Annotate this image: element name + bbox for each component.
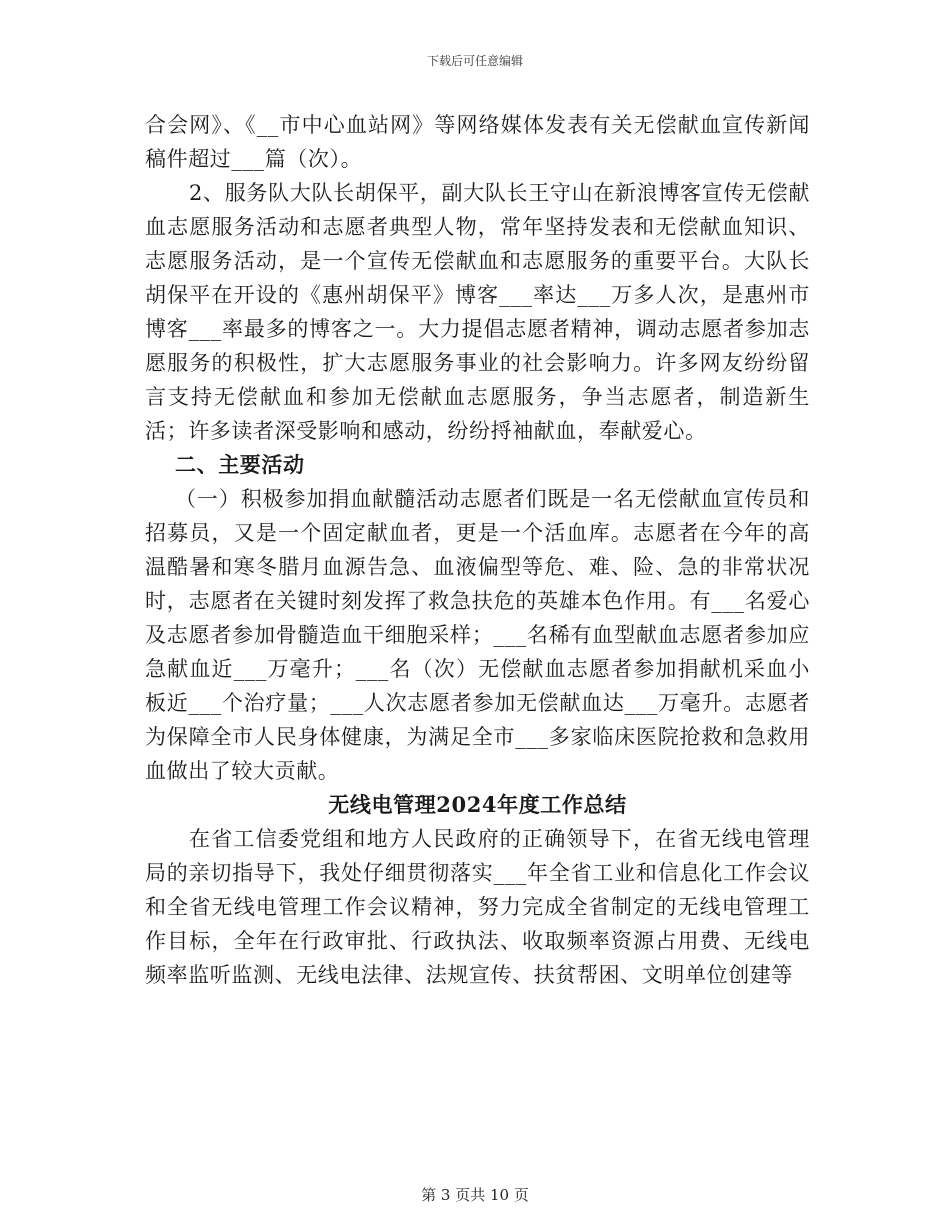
document-title: 无线电管理2024年度工作总结 xyxy=(328,792,627,817)
paragraph-continuation: 合会网》、《__市中心血站网》等网络媒体发表有关无偿献血宣传新闻稿件超过___篇（次）。 xyxy=(145,113,810,171)
paragraph-blog-promotion: 2、服务队大队长胡保平，副大队长王守山在新浪博客宣传无偿献血志愿服务活动和志愿者典型人物，常年坚持发表和无偿献血知识、志愿服务活动，是一个宣传无偿献血和志愿服务的重要平台。大队长胡保平在开设的《惠州胡保平》博客___率达___万多人次，是惠州市博客___率最多的博客之一。大力提倡志愿者精神，调动志愿者参加志愿服务的积极性，扩大志愿服务事业的社会影响力。许多网友纷纷留言支持无偿献血和参加无偿献血志愿服务，争当志愿者，制造新生活；许多读者深受影响和感动，纷纷捋袖献血，奉献爱心。 xyxy=(145,181,810,443)
paragraph-radio-management-intro: 在省工信委党组和地方人民政府的正确领导下，在省无线电管理局的亲切指导下，我处仔细贯彻落实___年全省工业和信息化工作会议和全省无线电管理工作会议精神，努力完成全省制定的无线电管理工作目标，全年在行政审批、行政执法、收取频率资源占用费、无线电频率监听监测、无线电法律、法规宣传、扶贫帮困、文明单位创建等 xyxy=(145,827,810,987)
page-header: 下载后可任意编辑 xyxy=(426,54,523,68)
page-footer: 第 3 页共 10 页 xyxy=(421,1186,529,1204)
document-body xyxy=(145,108,810,992)
paragraph-blood-donation-activities: （一）积极参加捐血献髓活动志愿者们既是一名无偿献血宣传员和招募员，又是一个固定献血者，更是一个活血库。志愿者在今年的高温酷暑和寒冬腊月血源告急、血液偏型等危、难、险、急的非常状况时，志愿者在关键时刻发挥了救急扶危的英雄本色作用。有___名爱心及志愿者参加骨髓造血干细胞采样；___名稀有血型献血志愿者参加应急献血近___万毫升；___名（次）无偿献血志愿者参加捐献机采血小板近___个治疗量；___人次志愿者参加无偿献血达___万毫升。志愿者为保障全市人民身体健康，为满足全市___多家临床医院抢救和急救用血做出了较大贡献。 xyxy=(145,487,810,783)
section-heading-main-activities: 二、主要活动 xyxy=(175,452,305,477)
